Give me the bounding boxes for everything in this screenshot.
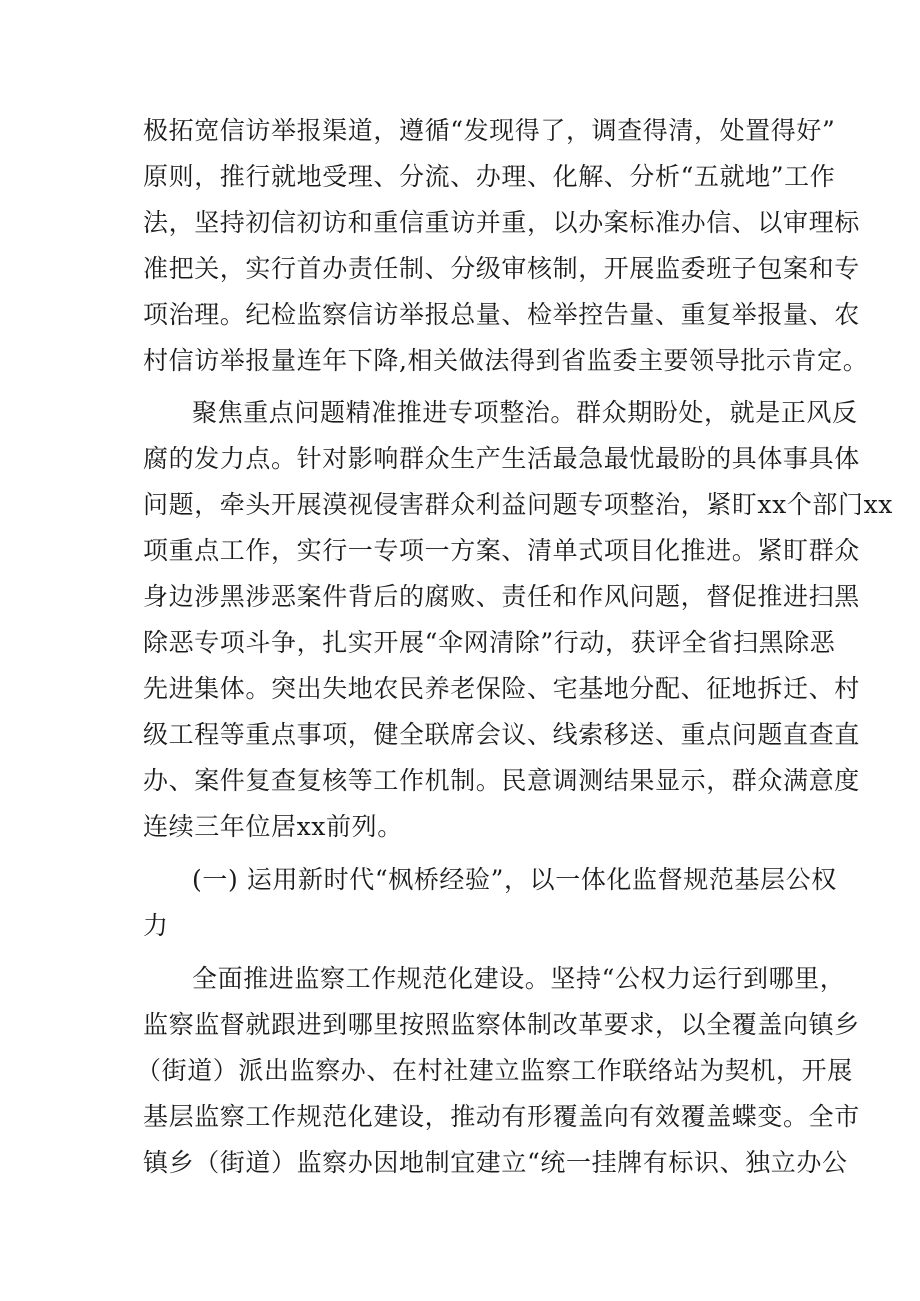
paragraph-2-line-9: 办、案件复查复核等工作机制。民意调测结果显示，群众满意度 [143, 766, 860, 795]
paragraph-2-line-10: 连续三年位居xx前列。 [143, 812, 403, 841]
paragraph-2-line-8: 级工程等重点事项，健全联席会议、线索移送、重点问题直查直 [143, 720, 860, 749]
paragraph-4-line-1: 全面推进监察工作规范化建设。坚持“公权力运行到哪里， [192, 964, 846, 993]
paragraph-2-line-7: 先进集体。突出失地农民养老保险、宅基地分配、征地拆迁、村 [143, 674, 860, 703]
paragraph-4-line-4: 基层监察工作规范化建设，推动有形覆盖向有效覆盖蝶变。全市 [143, 1102, 860, 1131]
paragraph-4-line-5: 镇乡（街道）监察办因地制宜建立“统一挂牌有标识、独立办公 [143, 1148, 848, 1177]
section-heading-line-2: 力 [143, 911, 169, 940]
paragraph-1-line-3: 法，坚持初信初访和重信重访并重，以办案标准办信、以审理标 [143, 208, 860, 237]
paragraph-2-line-2: 腐的发力点。针对影响群众生产生活最急最忧最盼的具体事具体 [143, 444, 860, 473]
paragraph-1-line-1: 极拓宽信访举报渠道，遵循“发现得了，调查得清，处置得好” [143, 116, 836, 145]
paragraph-1-line-6: 村信访举报量连年下降,相关做法得到省监委主要领导批示肯定。 [143, 346, 869, 375]
section-heading-line-1: (一) 运用新时代“枫桥经验”，以一体化监督规范基层公权 [192, 865, 837, 894]
paragraph-4-line-3: （街道）派出监察办、在村社建立监察工作联络站为契机，开展 [136, 1056, 853, 1085]
paragraph-2-line-6: 除恶专项斗争，扎实开展“伞网清除”行动，获评全省扫黑除恶 [143, 628, 836, 657]
paragraph-1-line-4: 准把关，实行首办责任制、分级审核制，开展监委班子包案和专 [143, 254, 860, 283]
paragraph-2-line-3: 问题，牵头开展漠视侵害群众利益问题专项整治，紧盯xx个部门xx [143, 490, 893, 519]
paragraph-2-line-1: 聚焦重点问题精准推进专项整治。群众期盼处，就是正风反 [192, 398, 858, 427]
paragraph-1-line-2: 原则，推行就地受理、分流、办理、化解、分析“五就地”工作 [143, 162, 836, 191]
paragraph-2-line-4: 项重点工作，实行一专项一方案、清单式项目化推进。紧盯群众 [143, 536, 860, 565]
paragraph-1-line-5: 项治理。纪检监察信访举报总量、检举控告量、重复举报量、农 [143, 300, 860, 329]
paragraph-4-line-2: 监察监督就跟进到哪里按照监察体制改革要求，以全覆盖向镇乡 [143, 1010, 860, 1039]
paragraph-2-line-5: 身边涉黑涉恶案件背后的腐败、责任和作风问题，督促推进扫黑 [143, 582, 860, 611]
